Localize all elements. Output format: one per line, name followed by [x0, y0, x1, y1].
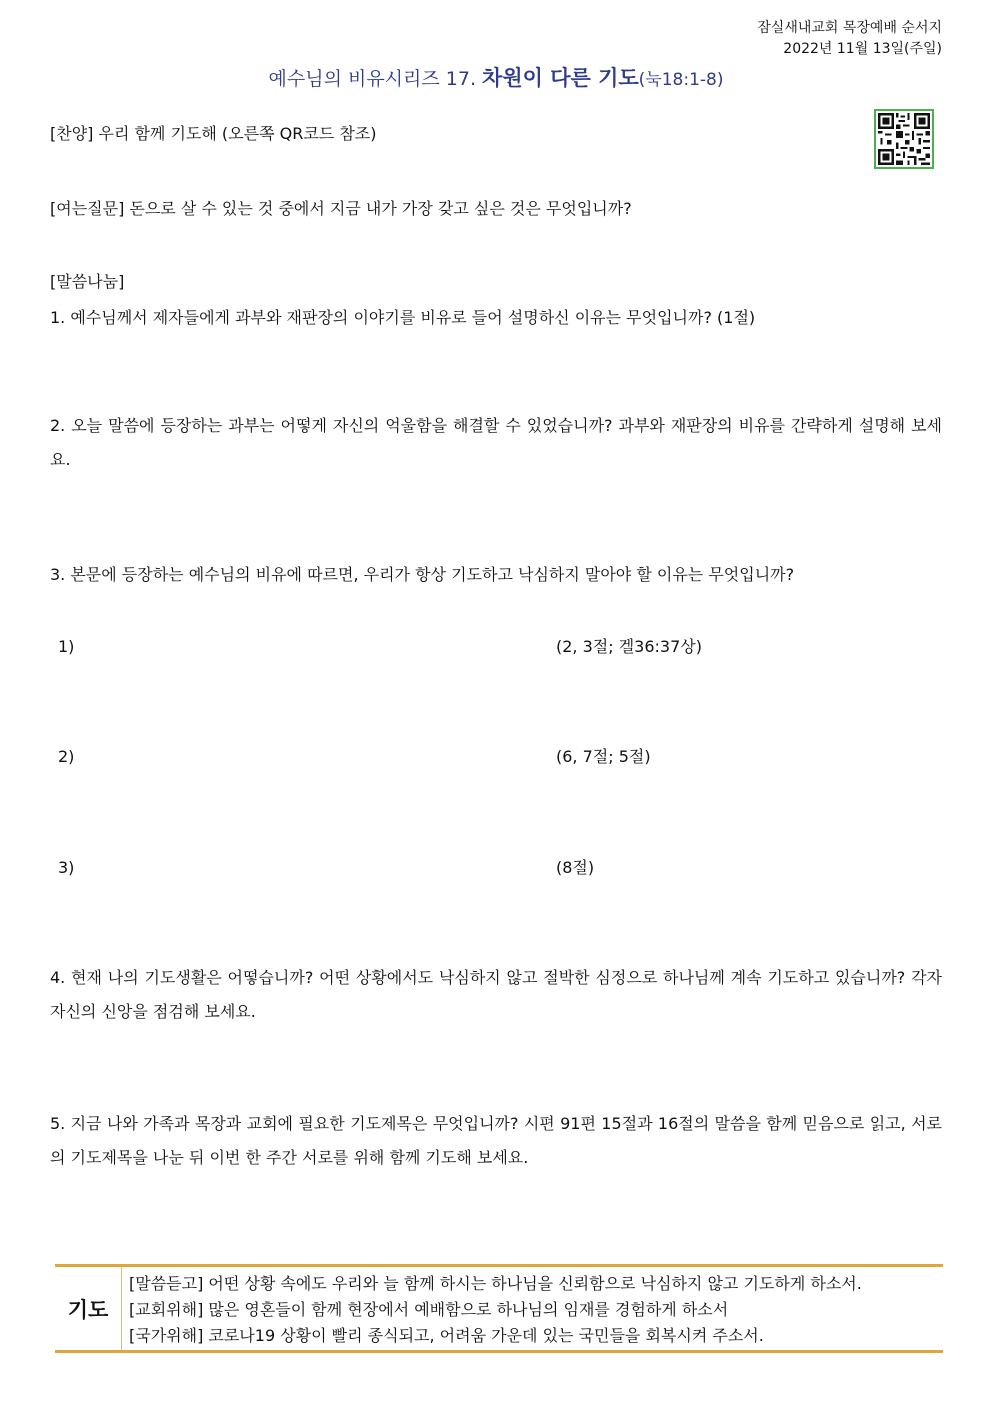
answer-3-number: 3) — [58, 858, 75, 877]
question-3: 3. 본문에 등장하는 예수님의 비유에 따르면, 우리가 항상 기도하고 낙심하지 말아야 할 이유는 무엇입니까? — [50, 565, 795, 584]
document-header — [757, 18, 942, 60]
sharing-header: [말씀나눔] — [50, 272, 125, 291]
question-4: 4. 현재 나의 기도생활은 어떻습니까? 어떤 상황에서도 낙심하지 않고 절박한 심정으로 하나님께 계속 기도하고 있습니까? 각자 자신의 신앙을 점검해 보세요. — [50, 968, 942, 1021]
hymn-line: [찬양] 우리 함께 기도해 (오른쪽 QR코드 참조) — [50, 124, 377, 143]
opening-question: [여는질문] 돈으로 살 수 있는 것 중에서 지금 내가 가장 갖고 싶은 것은 무엇입니까? — [50, 199, 632, 218]
series-title: 예수님의 비유시리즈 17. — [268, 68, 476, 90]
question-1: 1. 예수님께서 제자들에게 과부와 재판장의 이야기를 비유로 들어 설명하신 이유는 무엇입니까? (1절) — [50, 308, 756, 327]
prayer-line-nation: [국가위해] 코로나19 상황이 빨리 종식되고, 어려움 가운데 있는 국민들을 회복시켜 주소서. — [129, 1326, 764, 1345]
prayer-label: 기도 — [55, 1267, 122, 1350]
page-title — [0, 62, 992, 92]
answer-2-number: 2) — [58, 747, 75, 766]
sermon-title: 차원이 다른 기도 — [482, 66, 639, 90]
prayer-line-church: [교회위해] 많은 영혼들이 함께 현장에서 예배함으로 하나님의 임재를 경험하게 하소서 — [129, 1300, 729, 1319]
question-5: 5. 지금 나와 가족과 목장과 교회에 필요한 기도제목은 무엇입니까? 시편 91편 15절과 16절의 말씀을 함께 믿음으로 읽고, 서로의 기도제목을 나눈 뒤 이번 한 주간 서로를 위해 함께 기도해 보세요. — [50, 1114, 942, 1167]
answer-1-number: 1) — [58, 637, 75, 656]
answer-3-reference: (8절) — [556, 858, 595, 877]
prayer-lines — [129, 1271, 862, 1349]
question-2: 2. 오늘 말씀에 등장하는 과부는 어떻게 자신의 억울함을 해결할 수 있었습니까? 과부와 재판장의 비유를 간략하게 설명해 보세요. — [50, 416, 942, 469]
answer-2-reference: (6, 7절; 5절) — [556, 747, 651, 766]
answer-1-reference: (2, 3절; 겔36:37상) — [556, 637, 702, 656]
prayer-line-word: [말씀듣고] 어떤 상황 속에도 우리와 늘 함께 하시는 하나님을 신뢰함으로 낙심하지 않고 기도하게 하소서. — [129, 1274, 862, 1293]
scripture-reference: (눅18:1-8) — [638, 70, 724, 90]
qr-code-icon[interactable] — [874, 109, 934, 169]
prayer-box — [55, 1264, 943, 1353]
service-date: 2022년 11월 13일(주일) — [783, 41, 942, 57]
church-service-line: 잠실새내교회 목장예배 순서지 — [757, 20, 942, 36]
